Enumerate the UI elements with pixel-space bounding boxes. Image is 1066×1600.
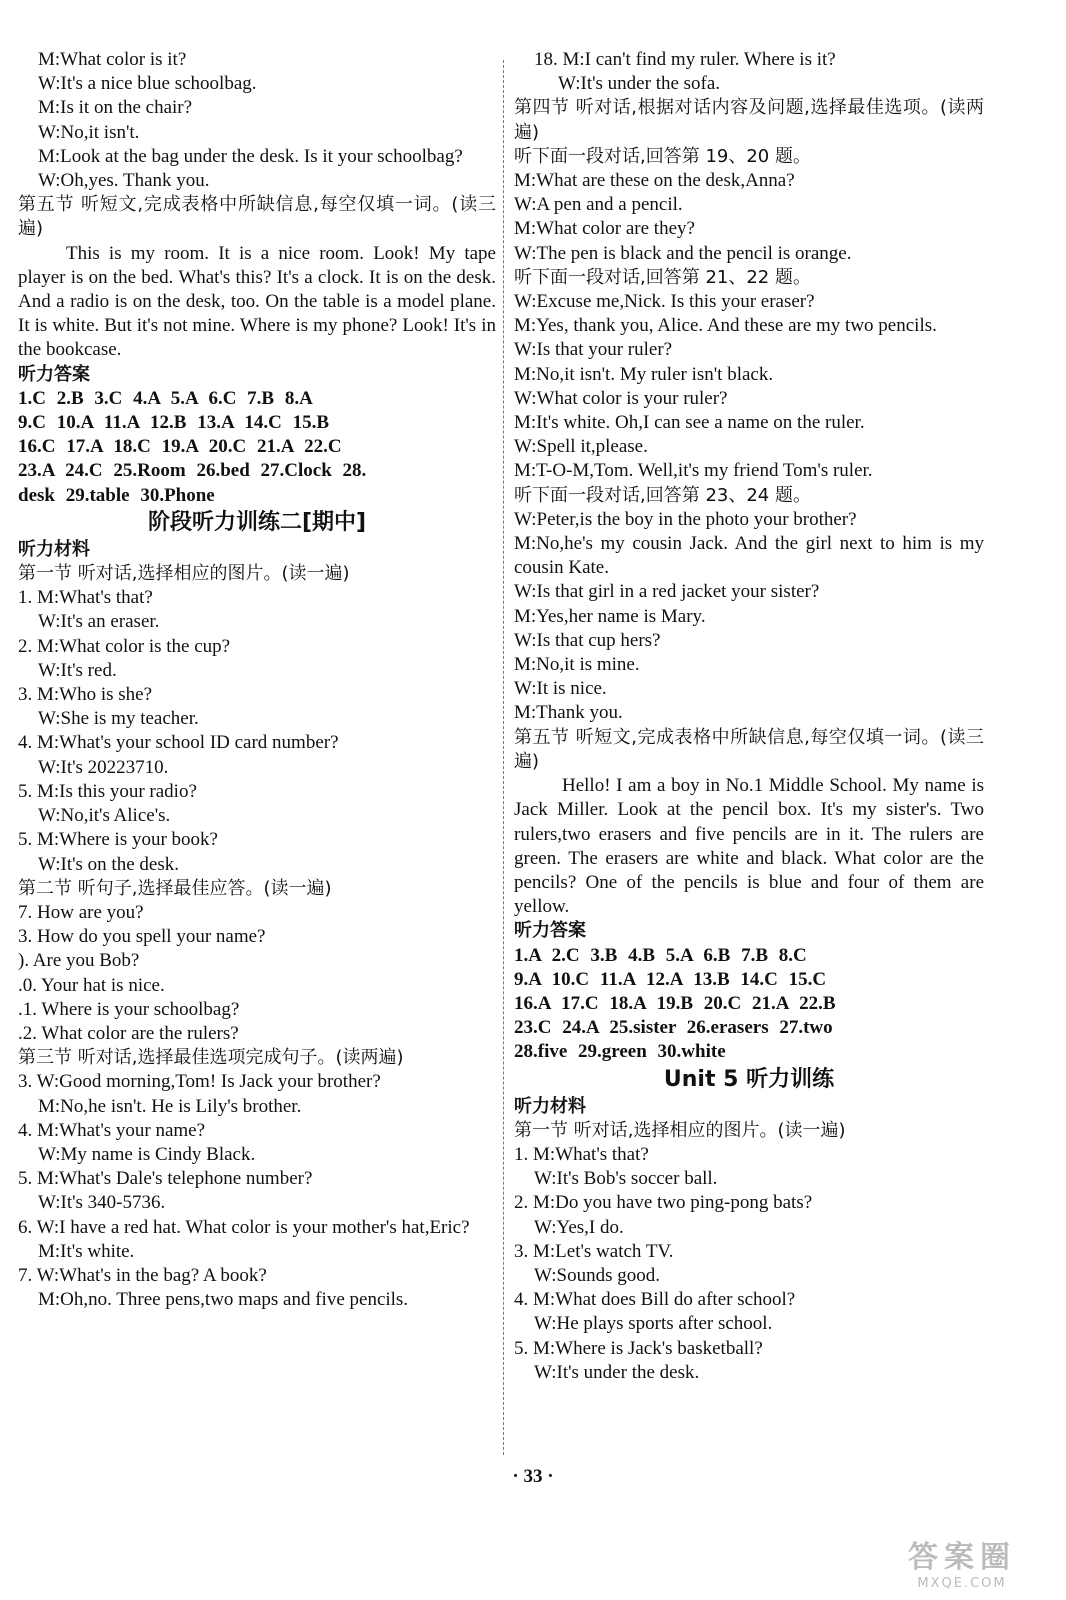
text-line: 4. M:What's your name? [18, 1119, 206, 1141]
section-title: 阶段听力训练二[期中] [147, 509, 367, 535]
text-line: W:It's a nice blue schoolbag. [38, 73, 257, 95]
text-line: W:Sounds good. [534, 1264, 660, 1286]
answer-row: 16.C 17.A 18.C 19.A 20.C 21.A 22.C [18, 436, 342, 458]
text-line: W:It's under the sofa. [558, 73, 721, 95]
text-line: .1. Where is your schoolbag? [18, 998, 240, 1020]
watermark-text: 答案圈 [908, 1540, 1016, 1575]
text-line: W:It's on the desk. [38, 853, 179, 875]
text-line: 5. M:Where is your book? [18, 829, 218, 851]
text-line: W:It's under the desk. [534, 1361, 700, 1383]
text-line: 2. M:What color is the cup? [18, 635, 231, 657]
section-heading: 第一节 听对话,选择相应的图片。(读一遍) [18, 563, 350, 585]
answer-row: 1.A 2.C 3.B 4.B 5.A 6.B 7.B 8.C [514, 944, 807, 966]
answer-row: 9.A 10.C 11.A 12.A 13.B 14.C 15.C [514, 968, 827, 990]
text-line: 5. M:Is this your radio? [18, 780, 197, 802]
text-line: W:What color is your ruler? [514, 387, 728, 409]
section-heading: 第一节 听对话,选择相应的图片。(读一遍) [514, 1119, 846, 1141]
answer-row: 9.C 10.A 11.A 12.B 13.A 14.C 15.B [18, 412, 330, 434]
text-line: 2. M:Do you have two ping-pong bats? [514, 1192, 813, 1214]
answers-heading: 听力答案 [514, 920, 586, 942]
section-heading: 第四节 听对话,根据对话内容及问题,选择最佳选项。(读两遍) [514, 97, 984, 143]
text-line: 7. How are you? [18, 901, 144, 923]
text-line: 1. M:What's that? [18, 587, 153, 609]
text-line: 18. M:I can't find my ruler. Where is it? [534, 49, 836, 70]
text-line: ). Are you Bob? [18, 950, 140, 972]
text-line: M:Is it on the chair? [38, 97, 193, 119]
text-line: 7. W:What's in the bag? A book? [18, 1264, 267, 1286]
text-line: M:Look at the bag under the desk. Is it your schoolbag? [38, 145, 463, 167]
text-line: 5. M:What's Dale's telephone number? [18, 1168, 313, 1190]
column-divider [503, 60, 504, 1455]
text-line: .2. What color are the rulers? [18, 1022, 239, 1044]
answer-row: 23.C 24.A 25.sister 26.erasers 27.two [514, 1017, 833, 1039]
section-heading: 第二节 听句子,选择最佳应答。(读一遍) [18, 877, 332, 899]
text-line: 5. M:Where is Jack's basketball? [514, 1337, 763, 1359]
text-line: M:No,it is mine. [514, 654, 640, 676]
text-line: W:Peter,is the boy in the photo your brother? [514, 508, 857, 530]
text-line: M:Yes,her name is Mary. [514, 605, 706, 627]
text-line: 3. How do you spell your name? [18, 926, 266, 948]
text-line: W:It's 340-5736. [38, 1192, 166, 1214]
text-line: W:It is nice. [514, 678, 607, 700]
answer-row: 16.A 17.C 18.A 19.B 20.C 21.A 22.B [514, 992, 836, 1014]
text-line: M:Yes, thank you, Alice. And these are my two pencils. [514, 315, 937, 337]
text-line: M:What color is it? [38, 49, 187, 70]
text-line: W:No,it isn't. [38, 121, 140, 143]
text-line: W:Is that girl in a red jacket your sister? [514, 581, 820, 603]
text-line: M:T-O-M,Tom. Well,it's my friend Tom's ruler. [514, 460, 873, 482]
dialogue-heading: 听下面一段对话,回答第 19、20 题。 [514, 145, 811, 167]
text-line: W:Spell it,please. [514, 436, 648, 458]
text-line: W:The pen is black and the pencil is orange. [514, 242, 852, 264]
text-line: 3. M:Who is she? [18, 684, 153, 706]
text-line: M:What are these on the desk,Anna? [514, 170, 795, 192]
text-line: W:Is that your ruler? [514, 339, 673, 361]
text-line: W:No,it's Alice's. [38, 805, 171, 827]
text-line: W:Oh,yes. Thank you. [38, 170, 210, 192]
section-heading: 第五节 听短文,完成表格中所缺信息,每空仅填一词。(读三遍) [18, 194, 496, 240]
text-line: .0. Your hat is nice. [18, 974, 165, 996]
watermark-logo [872, 1532, 1052, 1591]
page-number: · 33 · [512, 1466, 554, 1487]
text-line: M:It's white. Oh,I can see a name on the ruler. [514, 412, 865, 434]
answer-row: 23.A 24.C 25.Room 26.bed 27.Clock 28. [18, 460, 367, 482]
text-line: M:No,it isn't. My ruler isn't black. [514, 363, 774, 385]
text-line: M:Thank you. [514, 702, 623, 724]
text-line: W:A pen and a pencil. [514, 194, 683, 216]
text-line: W:My name is Cindy Black. [38, 1143, 256, 1165]
answers-heading: 听力答案 [18, 363, 90, 385]
section-title: Unit 5 听力训练 [663, 1066, 835, 1092]
text-line: 3. W:Good morning,Tom! Is Jack your brother? [18, 1071, 381, 1093]
text-line: M:It's white. [38, 1240, 135, 1262]
text-line: 4. M:What's your school ID card number? [18, 732, 339, 754]
watermark-url: MXQE.COM [917, 1576, 1007, 1591]
text-line: W:It's Bob's soccer ball. [534, 1168, 718, 1190]
material-heading: 听力材料 [514, 1095, 586, 1117]
text-line: W:She is my teacher. [38, 708, 199, 730]
text-line: M:No,he isn't. He is Lily's brother. [38, 1095, 302, 1117]
text-line: W:Excuse me,Nick. Is this your eraser? [514, 291, 815, 313]
left-column [18, 48, 496, 1312]
dialogue-heading: 听下面一段对话,回答第 21、22 题。 [514, 266, 811, 288]
text-line: 6. W:I have a red hat. What color is your mother's hat,Eric? [18, 1216, 470, 1238]
section-heading: 第三节 听对话,选择最佳选项完成句子。(读两遍) [18, 1047, 404, 1069]
right-column [514, 48, 984, 1385]
answer-row: 1.C 2.B 3.C 4.A 5.A 6.C 7.B 8.A [18, 387, 313, 409]
text-line: W:Is that cup hers? [514, 629, 661, 651]
text-line: W:Yes,I do. [534, 1216, 624, 1238]
text-line: W:It's an eraser. [38, 611, 160, 633]
text-line: W:It's red. [38, 659, 117, 681]
text-line: 3. M:Let's watch TV. [514, 1240, 674, 1262]
text-line: 4. M:What does Bill do after school? [514, 1289, 796, 1311]
text-line: W:He plays sports after school. [534, 1313, 773, 1335]
listening-passage: Hello! I am a boy in No.1 Middle School. My name is Jack Miller. Look at the pencil box. It's my sister's. Two rulers,two erasers and five pencils are in it. The rulers are green. The erasers are white and black. What color are the pencils? One of the pencils is blue and four of them are yellow. [514, 775, 984, 918]
text-line: M:Oh,no. Three pens,two maps and five pencils. [38, 1289, 409, 1311]
answer-row: desk 29.table 30.Phone [18, 484, 215, 506]
answer-row: 28.five 29.green 30.white [514, 1041, 726, 1063]
dialogue-heading: 听下面一段对话,回答第 23、24 题。 [514, 484, 811, 506]
text-line: M:No,he's my cousin Jack. And the girl next to him is my cousin Kate. [514, 533, 984, 579]
section-heading: 第五节 听短文,完成表格中所缺信息,每空仅填一词。(读三遍) [514, 726, 984, 772]
listening-passage: This is my room. It is a nice room. Look! My tape player is on the bed. What's this? It's a clock. It is on the desk. And a radio is on the desk, too. On the table is a model plane. It is white. But it's not mine. Where is my phone? Look! It's in the bookcase. [18, 242, 496, 361]
material-heading: 听力材料 [18, 538, 90, 560]
text-line: 1. M:What's that? [514, 1143, 649, 1165]
text-line: M:What color are they? [514, 218, 695, 240]
text-line: W:It's 20223710. [38, 756, 169, 778]
